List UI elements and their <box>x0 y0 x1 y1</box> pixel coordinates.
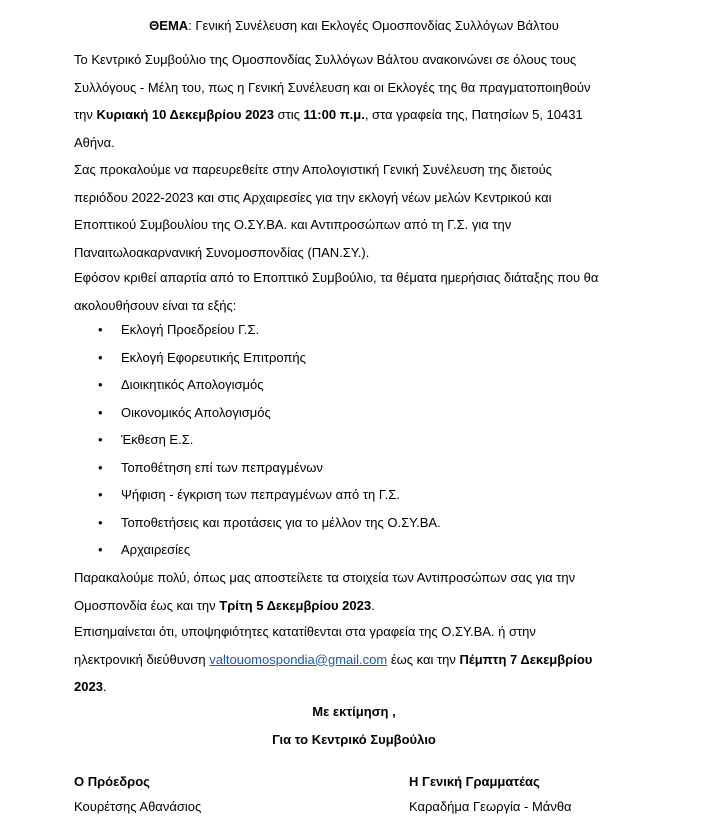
agenda-intro-line: ακολουθήσουν είναι τα εξής: <box>74 297 237 313</box>
agenda-item <box>0 454 441 482</box>
text-run: ηλεκτρονική διεύθυνση <box>74 651 210 667</box>
bullet-icon: • <box>98 349 103 365</box>
candidacy-deadline-year: 2023 <box>74 679 103 694</box>
candidacy-deadline: Πέμπτη 7 Δεκεμβρίου <box>459 651 593 667</box>
agenda-item <box>0 481 441 509</box>
text-run: . <box>371 597 375 613</box>
agenda-item <box>0 426 441 454</box>
text-run: την <box>74 107 97 122</box>
announcement-paragraph <box>74 46 634 156</box>
text-run: στις <box>274 107 304 122</box>
email-link[interactable]: valtouomospondia@gmail.com <box>209 651 388 667</box>
candidacy-email-line <box>74 646 634 674</box>
text-run: Ομοσπονδία έως και την <box>74 597 220 613</box>
bullet-icon: • <box>98 404 103 420</box>
candidacy-line <box>74 673 634 701</box>
agenda-intro-line: Εφόσον κριθεί απαρτία από το Εποπτικό Συμβούλιο, τα θέματα ημερήσιας διάταξης που θα <box>74 270 599 285</box>
president-name: Κουρέτσης Αθανάσιος <box>74 799 202 814</box>
secretary-title: Η Γενική Γραμματέας <box>409 774 540 789</box>
subject-text: : Γενική Συνέλευση και Εκλογές Ομοσπονδίας Συλλόγων Βάλτου <box>188 18 559 33</box>
candidacy-line: Επισημαίνεται ότι, υποψηφιότητες κατατίθενται στα γραφεία της Ο.ΣΥ.ΒΑ. ή στην <box>74 624 536 639</box>
closing-greeting: Με εκτίμηση , <box>312 704 396 719</box>
agenda-item <box>0 316 441 344</box>
agenda-item-label: Έκθεση Ε.Σ. <box>121 432 194 447</box>
invitation-line: Σας προκαλούμε να παρευρεθείτε στην Απολογιστική Γενική Συνέλευση της διετούς <box>74 162 552 177</box>
agenda-item-label: Τοποθέτηση επί των πεπραγμένων <box>121 459 323 475</box>
subject-label: ΘΕΜΑ <box>149 18 189 33</box>
agenda-item-label: Αρχαιρεσίες <box>121 542 191 557</box>
secretary-name: Καραδήμα Γεωργία - Μάνθα <box>409 799 572 814</box>
announcement-line: Συλλόγους - Μέλη του, πως η Γενική Συνέλευση και οι Εκλογές της θα πραγματοποιηθούν <box>74 79 591 95</box>
agenda-item-label: Διοικητικός Απολογισμός <box>121 377 264 392</box>
agenda-item <box>0 344 441 372</box>
text-run: έως και την <box>387 651 460 667</box>
announcement-line: Αθήνα. <box>74 134 115 150</box>
bullet-icon: • <box>98 514 103 530</box>
agenda-intro-paragraph <box>74 264 634 319</box>
announcement-date-line <box>74 101 634 129</box>
bullet-icon: • <box>98 487 103 502</box>
representatives-deadline: Τρίτη 5 Δεκεμβρίου 2023 <box>219 597 372 613</box>
bullet-icon: • <box>98 432 103 447</box>
bullet-icon: • <box>98 542 103 557</box>
agenda-item <box>0 536 441 564</box>
representatives-deadline-line <box>74 592 634 620</box>
agenda-item <box>0 509 441 537</box>
agenda-item <box>0 399 441 427</box>
announcement-line: Το Κεντρικό Συμβούλιο της Ομοσπονδίας Συλλόγων Βάλτου ανακοινώνει σε όλους τους <box>74 52 577 67</box>
invitation-line: Παναιτωλοακαρνανική Συνομοσπονδίας (ΠΑΝ.ΣΥ.). <box>74 244 370 260</box>
invitation-paragraph <box>74 156 634 266</box>
closing-signoff: Για το Κεντρικό Συμβούλιο <box>272 732 436 747</box>
agenda-item-label: Εκλογή Εφορευτικής Επιτροπής <box>121 349 306 365</box>
bullet-icon: • <box>98 377 103 392</box>
meeting-time: 11:00 π.μ. <box>303 107 365 122</box>
candidacy-paragraph <box>74 618 634 701</box>
agenda-item <box>0 371 441 399</box>
representatives-paragraph <box>74 564 634 619</box>
agenda-item-label: Τοποθετήσεις και προτάσεις για το μέλλον της Ο.ΣΥ.ΒΑ. <box>121 514 441 530</box>
representatives-line: Παρακαλούμε πολύ, όπως μας αποστείλετε τα στοιχεία των Αντιπροσώπων σας για την <box>74 570 576 585</box>
agenda-list <box>0 316 441 564</box>
agenda-item-label: Εκλογή Προεδρείου Γ.Σ. <box>121 322 260 337</box>
agenda-item-label: Ψήφιση - έγκριση των πεπραγμένων από τη Γ.Σ. <box>121 487 400 502</box>
president-title: Ο Πρόεδρος <box>74 774 150 789</box>
subject-line <box>0 17 708 35</box>
text-run: . <box>102 679 107 694</box>
agenda-item-label: Οικονομικός Απολογισμός <box>121 404 271 420</box>
meeting-date: Κυριακή 10 Δεκεμβρίου 2023 <box>96 107 274 122</box>
text-run: , στα γραφεία της, Πατησίων 5, 10431 <box>364 107 583 122</box>
invitation-line: Εποπτικού Συμβουλίου της Ο.ΣΥ.ΒΑ. και Αντιπροσώπων από τη Γ.Σ. για την <box>74 217 512 232</box>
invitation-line: περιόδου 2022-2023 και στις Αρχαιρεσίες για την εκλογή νέων μελών Κεντρικού και <box>74 189 552 205</box>
bullet-icon: • <box>98 322 103 337</box>
bullet-icon: • <box>98 459 103 475</box>
